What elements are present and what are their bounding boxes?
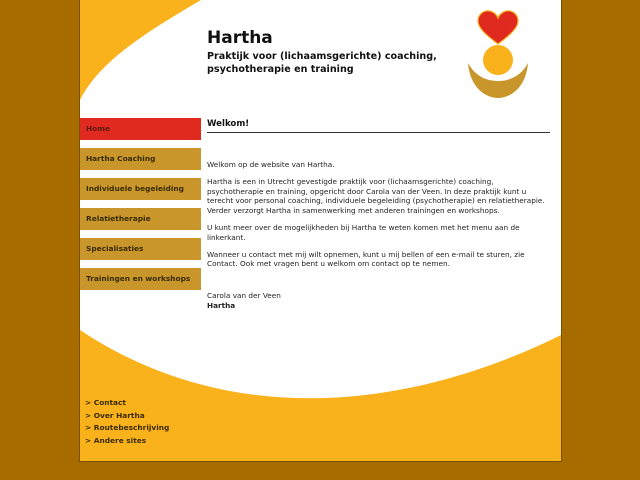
nav-item-hartha-coaching[interactable]: Hartha Coaching [80, 148, 201, 170]
signature [207, 291, 547, 311]
footer-link-routebeschrijving[interactable]: > Routebeschrijving [85, 423, 170, 432]
tagline-line-1: Praktijk voor (lichaamsgerichte) coaching, [207, 51, 437, 62]
hartha-logo [466, 8, 532, 100]
signature-name: Carola van der Veen [207, 291, 281, 301]
sun-icon [483, 45, 513, 75]
page-container [79, 0, 562, 462]
main-content [207, 160, 547, 311]
nav-item-trainingen-workshops[interactable]: Trainingen en workshops [80, 268, 201, 290]
footer-link-over-hartha[interactable]: > Over Hartha [85, 410, 145, 420]
footer-link-andere-sites[interactable]: > Andere sites [85, 435, 147, 445]
nav-item-individuele-begeleiding[interactable]: Individuele begeleiding [80, 178, 201, 200]
site-title: Hartha [207, 28, 273, 48]
page-heading: Welkom! [207, 119, 550, 133]
heart-icon [478, 11, 518, 44]
nav-item-relatietherapie[interactable]: Relatietherapie [80, 208, 201, 230]
site-tagline [207, 50, 437, 76]
menu-hint-paragraph: U kunt meer over de mogelijkheden bij Hartha te weten komen met het menu aan de linkerkant. [207, 222, 520, 242]
main-navigation [80, 118, 201, 298]
nav-item-home[interactable]: Home [80, 118, 201, 140]
footer-link-contact[interactable]: > Contact [85, 398, 126, 407]
greeting-text: Welkom op de website van Hartha. [207, 160, 335, 169]
contact-paragraph: Wanneer u contact met mij wilt opnemen, kunt u mij bellen of een e-mail te sturen, zie Contact. Ook met vragen bent u welkom om contact op te nemen. [207, 249, 525, 269]
footer-links [85, 397, 169, 447]
intro-paragraph: Hartha is een in Utrecht gevestigde praktijk voor (lichaamsgerichte) coaching, psychotherapie en training, opgericht door Carola van der Veen. In deze praktijk kunt u terecht voor personal coaching, individuele begeleiding (psychotherapie) en relatietherapie. Verder verzorgt Hartha in samenwerking met anderen trainingen en workshops. [207, 176, 545, 216]
tagline-line-2: psychotherapie en training [207, 64, 354, 75]
nav-item-specialisaties[interactable]: Specialisaties [80, 238, 201, 260]
signature-org: Hartha [207, 300, 236, 310]
